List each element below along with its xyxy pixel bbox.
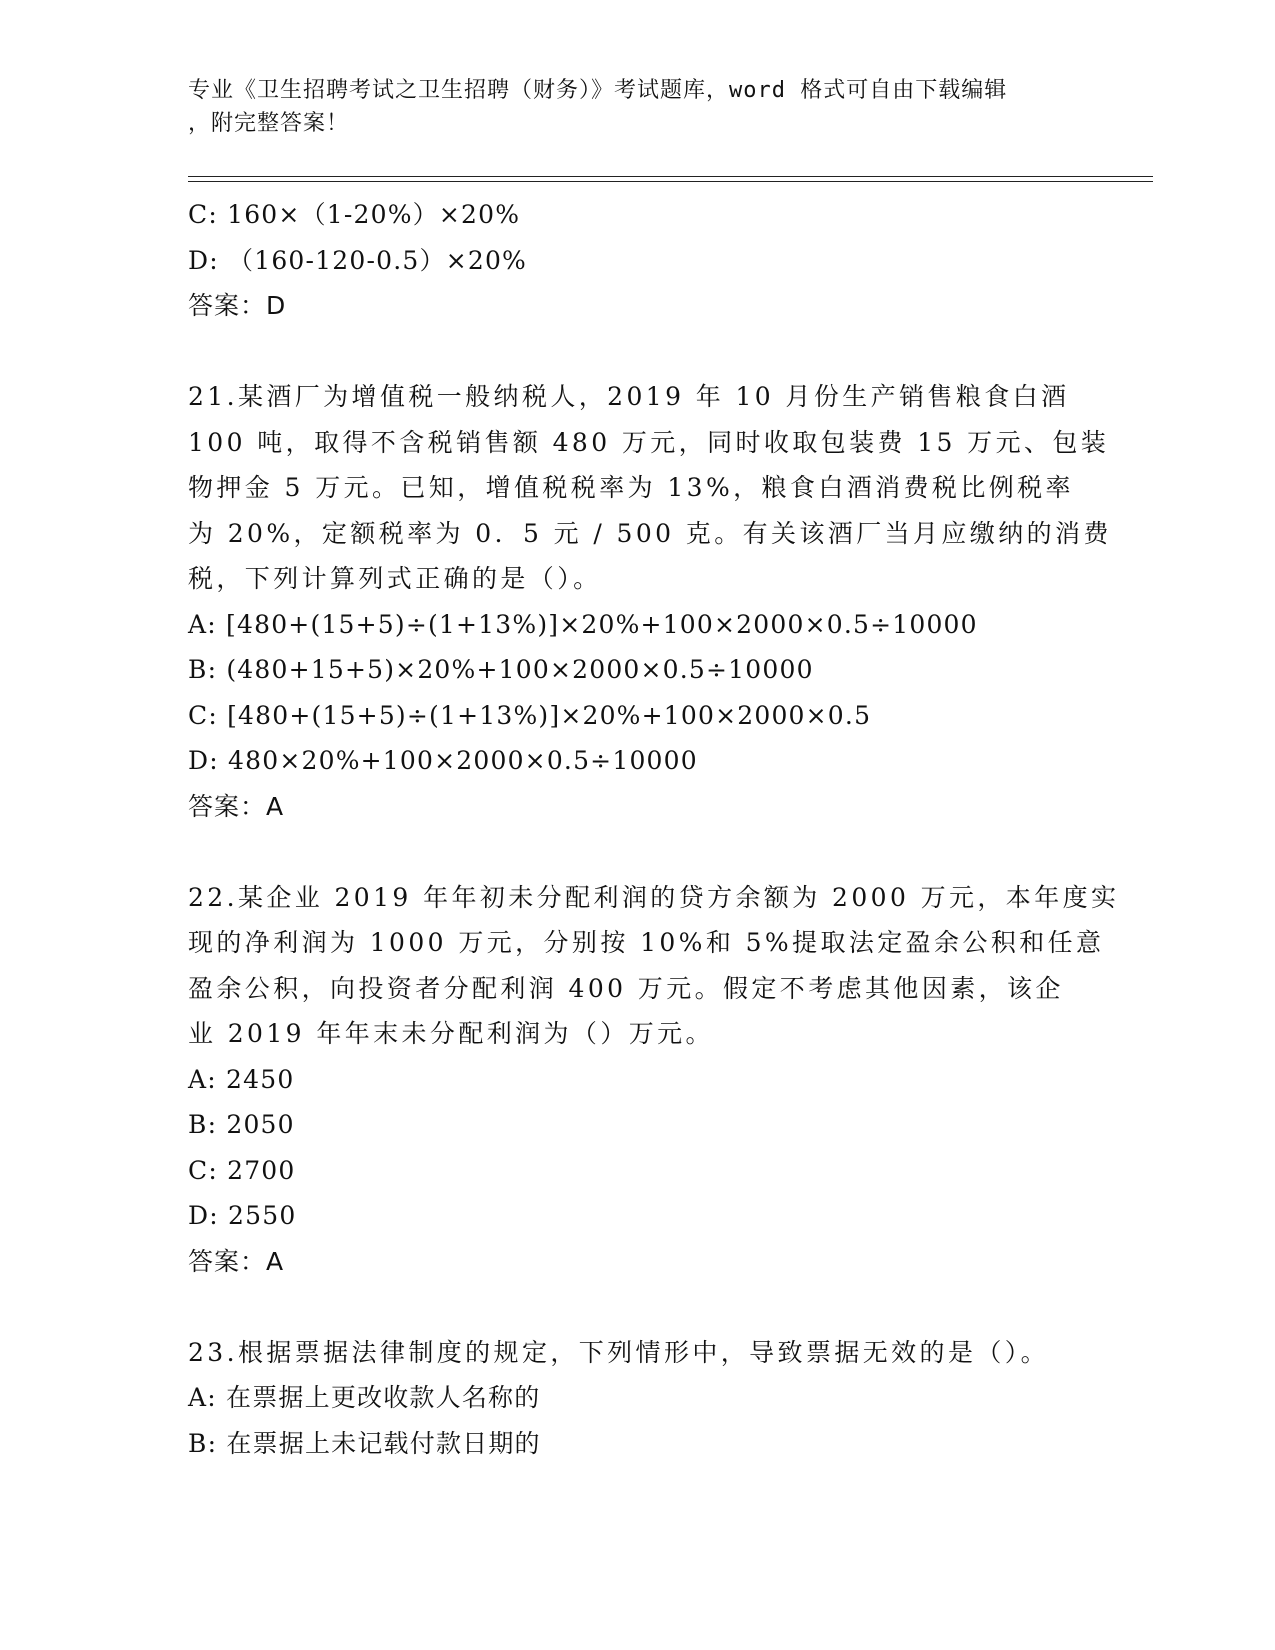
q23-option-b: B: 在票据上未记载付款日期的	[188, 1428, 541, 1458]
document-header	[188, 74, 1088, 140]
q22-option-a: A: 2450	[188, 1064, 295, 1094]
spacer	[188, 1284, 1088, 1330]
q20-option-d: D: （160-120-0.5）×20%	[188, 245, 528, 275]
q21-option-a: A: [480+(15+5)÷(1+13%)]×20%+100×2000×0.5÷10000	[188, 609, 978, 639]
q22-stem-line: 盈余公积，向投资者分配利润 400 万元。假定不考虑其他因素，该企	[188, 973, 1064, 1003]
question-22	[188, 875, 1120, 1285]
q21-option-c: C: [480+(15+5)÷(1+13%)]×20%+100×2000×0.5	[188, 700, 872, 730]
question-23	[188, 1330, 1088, 1467]
q21-answer: 答案：A	[188, 791, 285, 821]
q20-answer: 答案：D	[188, 291, 287, 320]
header-line-2: ，附完整答案！	[188, 111, 350, 136]
header-line-1: 专业《卫生招聘考试之卫生招聘（财务）》考试题库，word 格式可自由下载编辑	[188, 78, 1008, 103]
q22-option-c: C: 2700	[188, 1155, 296, 1185]
document-body	[188, 192, 1120, 1466]
header-divider-top	[188, 176, 1153, 177]
question-21	[188, 374, 1112, 829]
q21-stem-line: 为 20%，定额税率为 0．5 元 / 500 克。有关该酒厂当月应缴纳的消费	[188, 518, 1112, 548]
q23-stem-line: 23.根据票据法律制度的规定，下列情形中，导致票据无效的是（）。	[188, 1337, 1050, 1367]
q21-stem-line: 税，下列计算列式正确的是（）。	[188, 564, 602, 593]
q21-option-b: B: (480+15+5)×20%+100×2000×0.5÷10000	[188, 655, 814, 684]
q21-stem-line: 21.某酒厂为增值税一般纳税人，2019 年 10 月份生产销售粮食白酒	[188, 382, 1070, 411]
q22-option-d: D: 2550	[188, 1201, 297, 1230]
q22-stem-line: 业 2019 年年末未分配利润为（）万元。	[188, 1019, 714, 1048]
q22-stem-line: 22.某企业 2019 年年初未分配利润的贷方余额为 2000 万元，本年度实	[188, 882, 1120, 912]
q22-stem-line: 现的净利润为 1000 万元，分别按 10%和 5%提取法定盈余公积和任意	[188, 928, 1105, 957]
q23-option-a: A: 在票据上更改收款人名称的	[188, 1383, 541, 1412]
q21-option-d: D: 480×20%+100×2000×0.5÷10000	[188, 746, 698, 775]
spacer	[188, 829, 1088, 875]
spacer	[188, 329, 1088, 375]
q21-stem-line: 物押金 5 万元。已知，增值税税率为 13%，粮食白酒消费税比例税率	[188, 473, 1074, 502]
q22-answer: 答案：A	[188, 1246, 285, 1276]
q22-option-b: B: 2050	[188, 1110, 295, 1139]
question-20	[188, 192, 1088, 329]
q20-option-c: C: 160×（1-20%）×20%	[188, 200, 521, 229]
header-divider-bottom	[188, 181, 1153, 182]
q21-stem-line: 100 吨，取得不含税销售额 480 万元，同时收取包装费 15 万元、包装	[188, 427, 1110, 457]
